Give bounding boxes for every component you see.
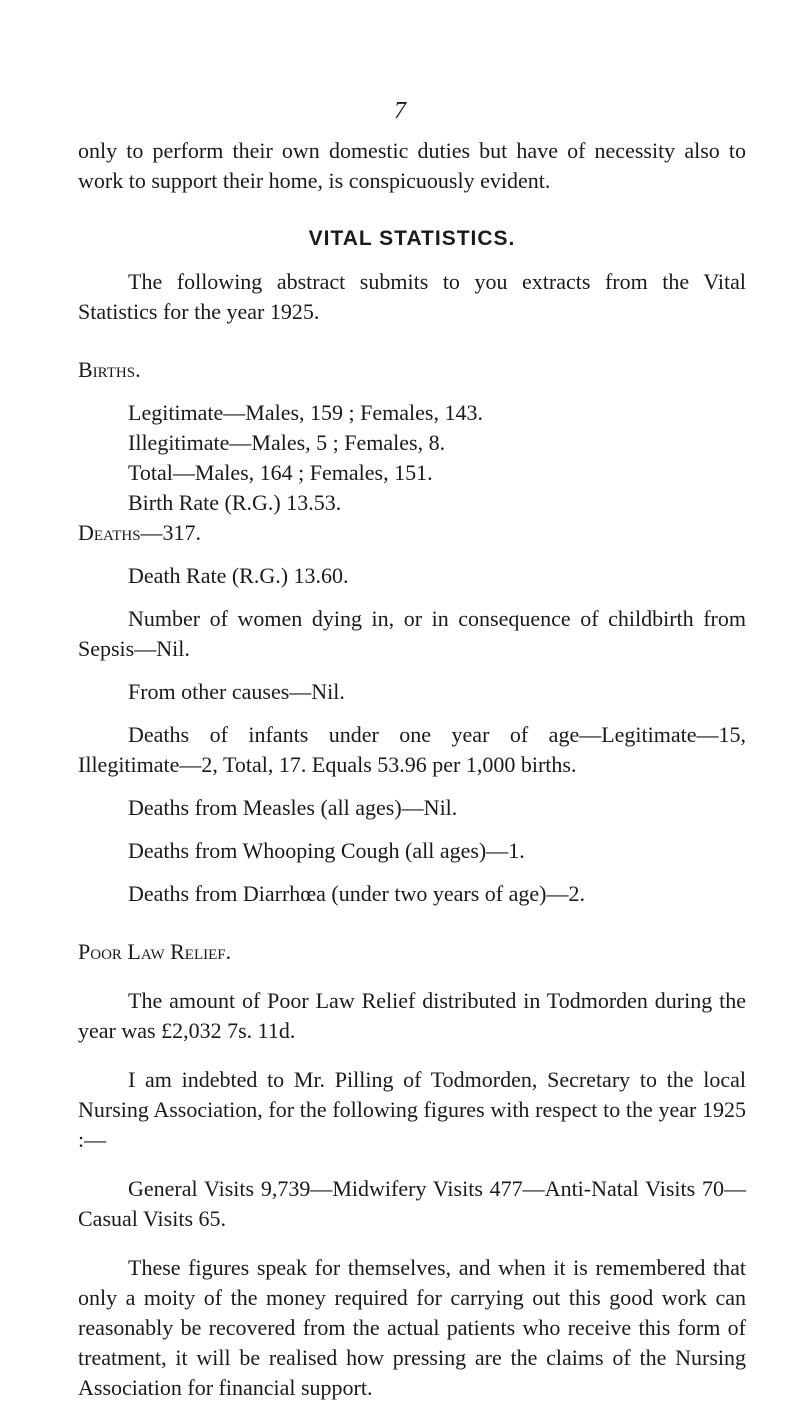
births-legitimate: Legitimate—Males, 159 ; Females, 143. bbox=[128, 400, 483, 425]
deaths-diarrhoea: Deaths from Diarrhœa (under two years of age)—2. bbox=[128, 881, 585, 906]
document-body bbox=[78, 136, 746, 1403]
intro-paragraph: only to perform their own domestic duties but have of necessity also to work to support their home, is conspicuously evident. bbox=[78, 138, 746, 193]
deaths-infants: Deaths of infants under one year of age—Legitimate—15, Illegitimate—2, Total, 17. Equals 53.96 per 1,000 births. bbox=[78, 722, 746, 777]
births-total: Total—Males, 164 ; Females, 151. bbox=[128, 460, 433, 485]
births-illegitimate: Illegitimate—Males, 5 ; Females, 8. bbox=[128, 430, 446, 455]
deaths-other-causes: From other causes—Nil. bbox=[128, 679, 345, 704]
poor-law-relief-indebted: I am indebted to Mr. Pilling of Todmorden, Secretary to the local Nursing Association, for the following figures with respect to the year 1925 :— bbox=[78, 1067, 746, 1152]
poor-law-relief-conclusion: These figures speak for themselves, and when it is remembered that only a moity of the money required for carrying out this good work can reasonably be recovered from the actual patients who receive this form of treatment, it will be realised how pressing are the claims of the Nursing Association for financial support. bbox=[78, 1255, 746, 1400]
section-heading-vital-statistics: VITAL STATISTICS. bbox=[308, 227, 516, 250]
section-heading-births: Births. bbox=[78, 357, 141, 382]
section-heading-deaths: Deaths—317. bbox=[78, 520, 202, 545]
page-number: 7 bbox=[394, 98, 406, 124]
nursing-visits: General Visits 9,739—Midwifery Visits 477—Anti-Natal Visits 70—Casual Visits 65. bbox=[78, 1176, 746, 1231]
birth-rate: Birth Rate (R.G.) 13.53. bbox=[128, 490, 342, 515]
deaths-measles: Deaths from Measles (all ages)—Nil. bbox=[128, 795, 458, 820]
vital-statistics-intro: The following abstract submits to you extracts from the Vital Statistics for the year 1925. bbox=[78, 269, 746, 324]
section-heading-poor-law-relief: Poor Law Relief. bbox=[78, 939, 232, 964]
death-rate: Death Rate (R.G.) 13.60. bbox=[128, 563, 349, 588]
deaths-childbirth-sepsis: Number of women dying in, or in consequence of childbirth from Sepsis—Nil. bbox=[78, 606, 746, 661]
poor-law-relief-amount: The amount of Poor Law Relief distributed in Todmorden during the year was £2,032 7s. 11d. bbox=[78, 988, 746, 1043]
deaths-whooping-cough: Deaths from Whooping Cough (all ages)—1. bbox=[128, 838, 525, 863]
